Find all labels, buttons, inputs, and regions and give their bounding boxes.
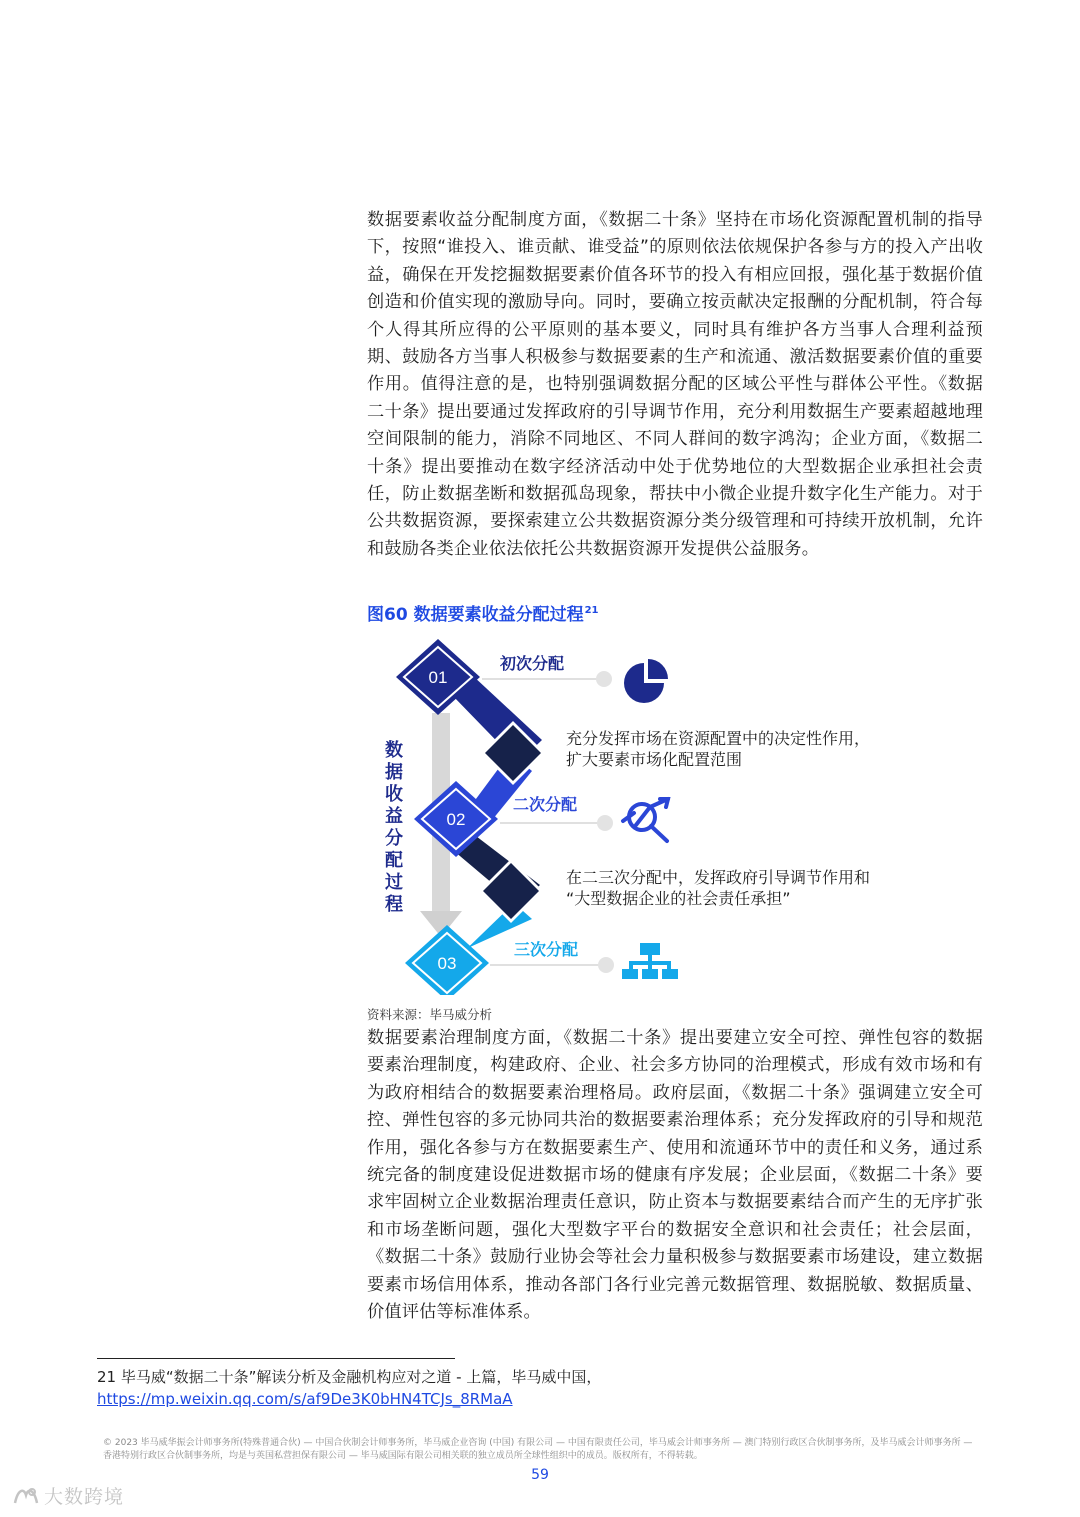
- footnote: [97, 1366, 601, 1410]
- step-02-label-row: [500, 795, 613, 831]
- note-1-line-1: 充分发挥市场在资源配置中的决定性作用，: [566, 729, 871, 748]
- vertical-label-char: 配: [385, 850, 403, 871]
- body-paragraph-2: 数据要素治理制度方面，《数据二十条》提出要建立安全可控、弹性包容的数据要素治理制度，构建政府、企业、社会多方协同的治理模式，形成有效市场和有为政府相结合的数据要素治理格局。政府层面，《数据二十条》强调建立安全可控、弹性包容的多元协同共治的数据要素治理体系；充分发挥政府的引导和规范作用，强化各参与方在数据要素生产、使用和流通环节中的责任和义务，通过系统完备的制度建设促进数据市场的健康有序发展；企业层面，《数据二十条》要求牢固树立企业数据治理责任意识，防止资本与数据要素结合而产生的无序扩张和市场垄断问题，强化大型数字平台的数据安全意识和社会责任；社会层面，《数据二十条》鼓励行业协会等社会力量积极参与数据要素市场建设，建立数据要素市场信用体系，推动各部门各行业完善元数据管理、数据脱敏、数据质量、价值评估等标准体系。: [367, 1028, 983, 1323]
- vertical-label-char: 过: [385, 872, 403, 893]
- page-number: 59: [531, 1467, 549, 1483]
- step-02-number: 02: [446, 810, 466, 829]
- note-2: [566, 868, 870, 908]
- vertical-label-char: 程: [385, 894, 403, 915]
- step-03-label: 三次分配: [514, 940, 579, 959]
- vertical-label-char: 据: [385, 762, 403, 783]
- note-1: [566, 729, 870, 769]
- distribution-process-diagram: [370, 635, 930, 995]
- watermark-logo-icon: [12, 1485, 40, 1507]
- vertical-label-char: 益: [385, 806, 403, 827]
- step-03-diamond: [405, 925, 489, 995]
- footnote-link[interactable]: https://mp.weixin.qq.com/s/af9De3K0bHN4TCJs_8RMaA: [97, 1390, 513, 1408]
- network-icon: [622, 943, 678, 979]
- body-paragraph-1: 数据要素收益分配制度方面，《数据二十条》坚持在市场化资源配置机制的指导下，按照“谁投入、谁贡献、谁受益”的原则依法依规保护各参与方的投入产出收益，确保在开发挖掘数据要素价值各环节的投入有相应回报，强化基于数据价值创造和价值实现的激励导向。同时，要确立按贡献决定报酬的分配机制，符合每个人得其所应得的公平原则的基本要义，同时具有维护各方当事人合理利益预期、鼓励各方当事人积极参与数据要素的生产和流通、激活数据要素价值的重要作用。值得注意的是，也特别强调数据分配的区域公平性与群体公平性。《数据二十条》提出要通过发挥政府的引导调节作用，充分利用数据生产要素超越地理空间限制的能力，消除不同地区、不同人群间的数字鸿沟；企业方面，《数据二十条》提出要推动在数字经济活动中处于优势地位的大型数据企业承担社会责任，防止数据垄断和数据孤岛现象，帮扶中小微企业提升数字化生产能力。对于公共数据资源，要探索建立公共数据资源分类分级管理和可持续开放机制，允许和鼓励各类企业依法依托公共数据资源开发提供公益服务。: [367, 210, 983, 559]
- step-01-label-row: [482, 654, 612, 687]
- vertical-label-char: 收: [385, 784, 403, 805]
- note-2-line-2: “大型数据企业的社会责任承担”: [566, 889, 791, 908]
- step-01-number: 01: [428, 668, 448, 687]
- watermark: [12, 1482, 124, 1509]
- copyright-notice: © 2023 毕马威华振会计师事务所(特殊普通合伙) — 中国合伙制会计师事务所，毕马威企业咨询 (中国) 有限公司 — 中国有限责任公司，毕马威会计师事务所 — 澳门特别行政区合伙制事务所，及毕马威会计师事务所 — 香港特别行政区合伙制事务所，均是与英国私营担保有限公司 — 毕马威国际有限公司相关联的独立成员所全球性组织中的成员。版权所有，不得转载。: [103, 1438, 973, 1461]
- vertical-label-char: 数: [385, 740, 403, 761]
- footnote-divider: [97, 1358, 455, 1359]
- step-03-number: 03: [437, 954, 457, 973]
- vertical-label-char: 分: [385, 828, 403, 849]
- figure-source: 资料来源：毕马威分析: [367, 1007, 493, 1022]
- figure-footnote-ref[interactable]: 21: [584, 605, 599, 617]
- note-2-line-1: 在二三次分配中，发挥政府引导调节作用和: [566, 868, 871, 887]
- pie-chart-icon: [624, 659, 668, 703]
- watermark-text: 大数跨境: [44, 1486, 125, 1508]
- footnote-text: 21 毕马威“数据二十条”解读分析及金融机构应对之道 - 上篇，毕马威中国，: [97, 1368, 602, 1386]
- magnifier-target-icon: [623, 799, 668, 841]
- note-1-line-2: 扩大要素市场化配置范围: [566, 750, 743, 769]
- step-01-label: 初次分配: [500, 654, 565, 673]
- step-03-label-row: [490, 940, 614, 973]
- step-02-label: 二次分配: [513, 795, 578, 814]
- figure-title: 图60 数据要素收益分配过程$^{21}$: [367, 605, 599, 625]
- vertical-label: [384, 739, 403, 915]
